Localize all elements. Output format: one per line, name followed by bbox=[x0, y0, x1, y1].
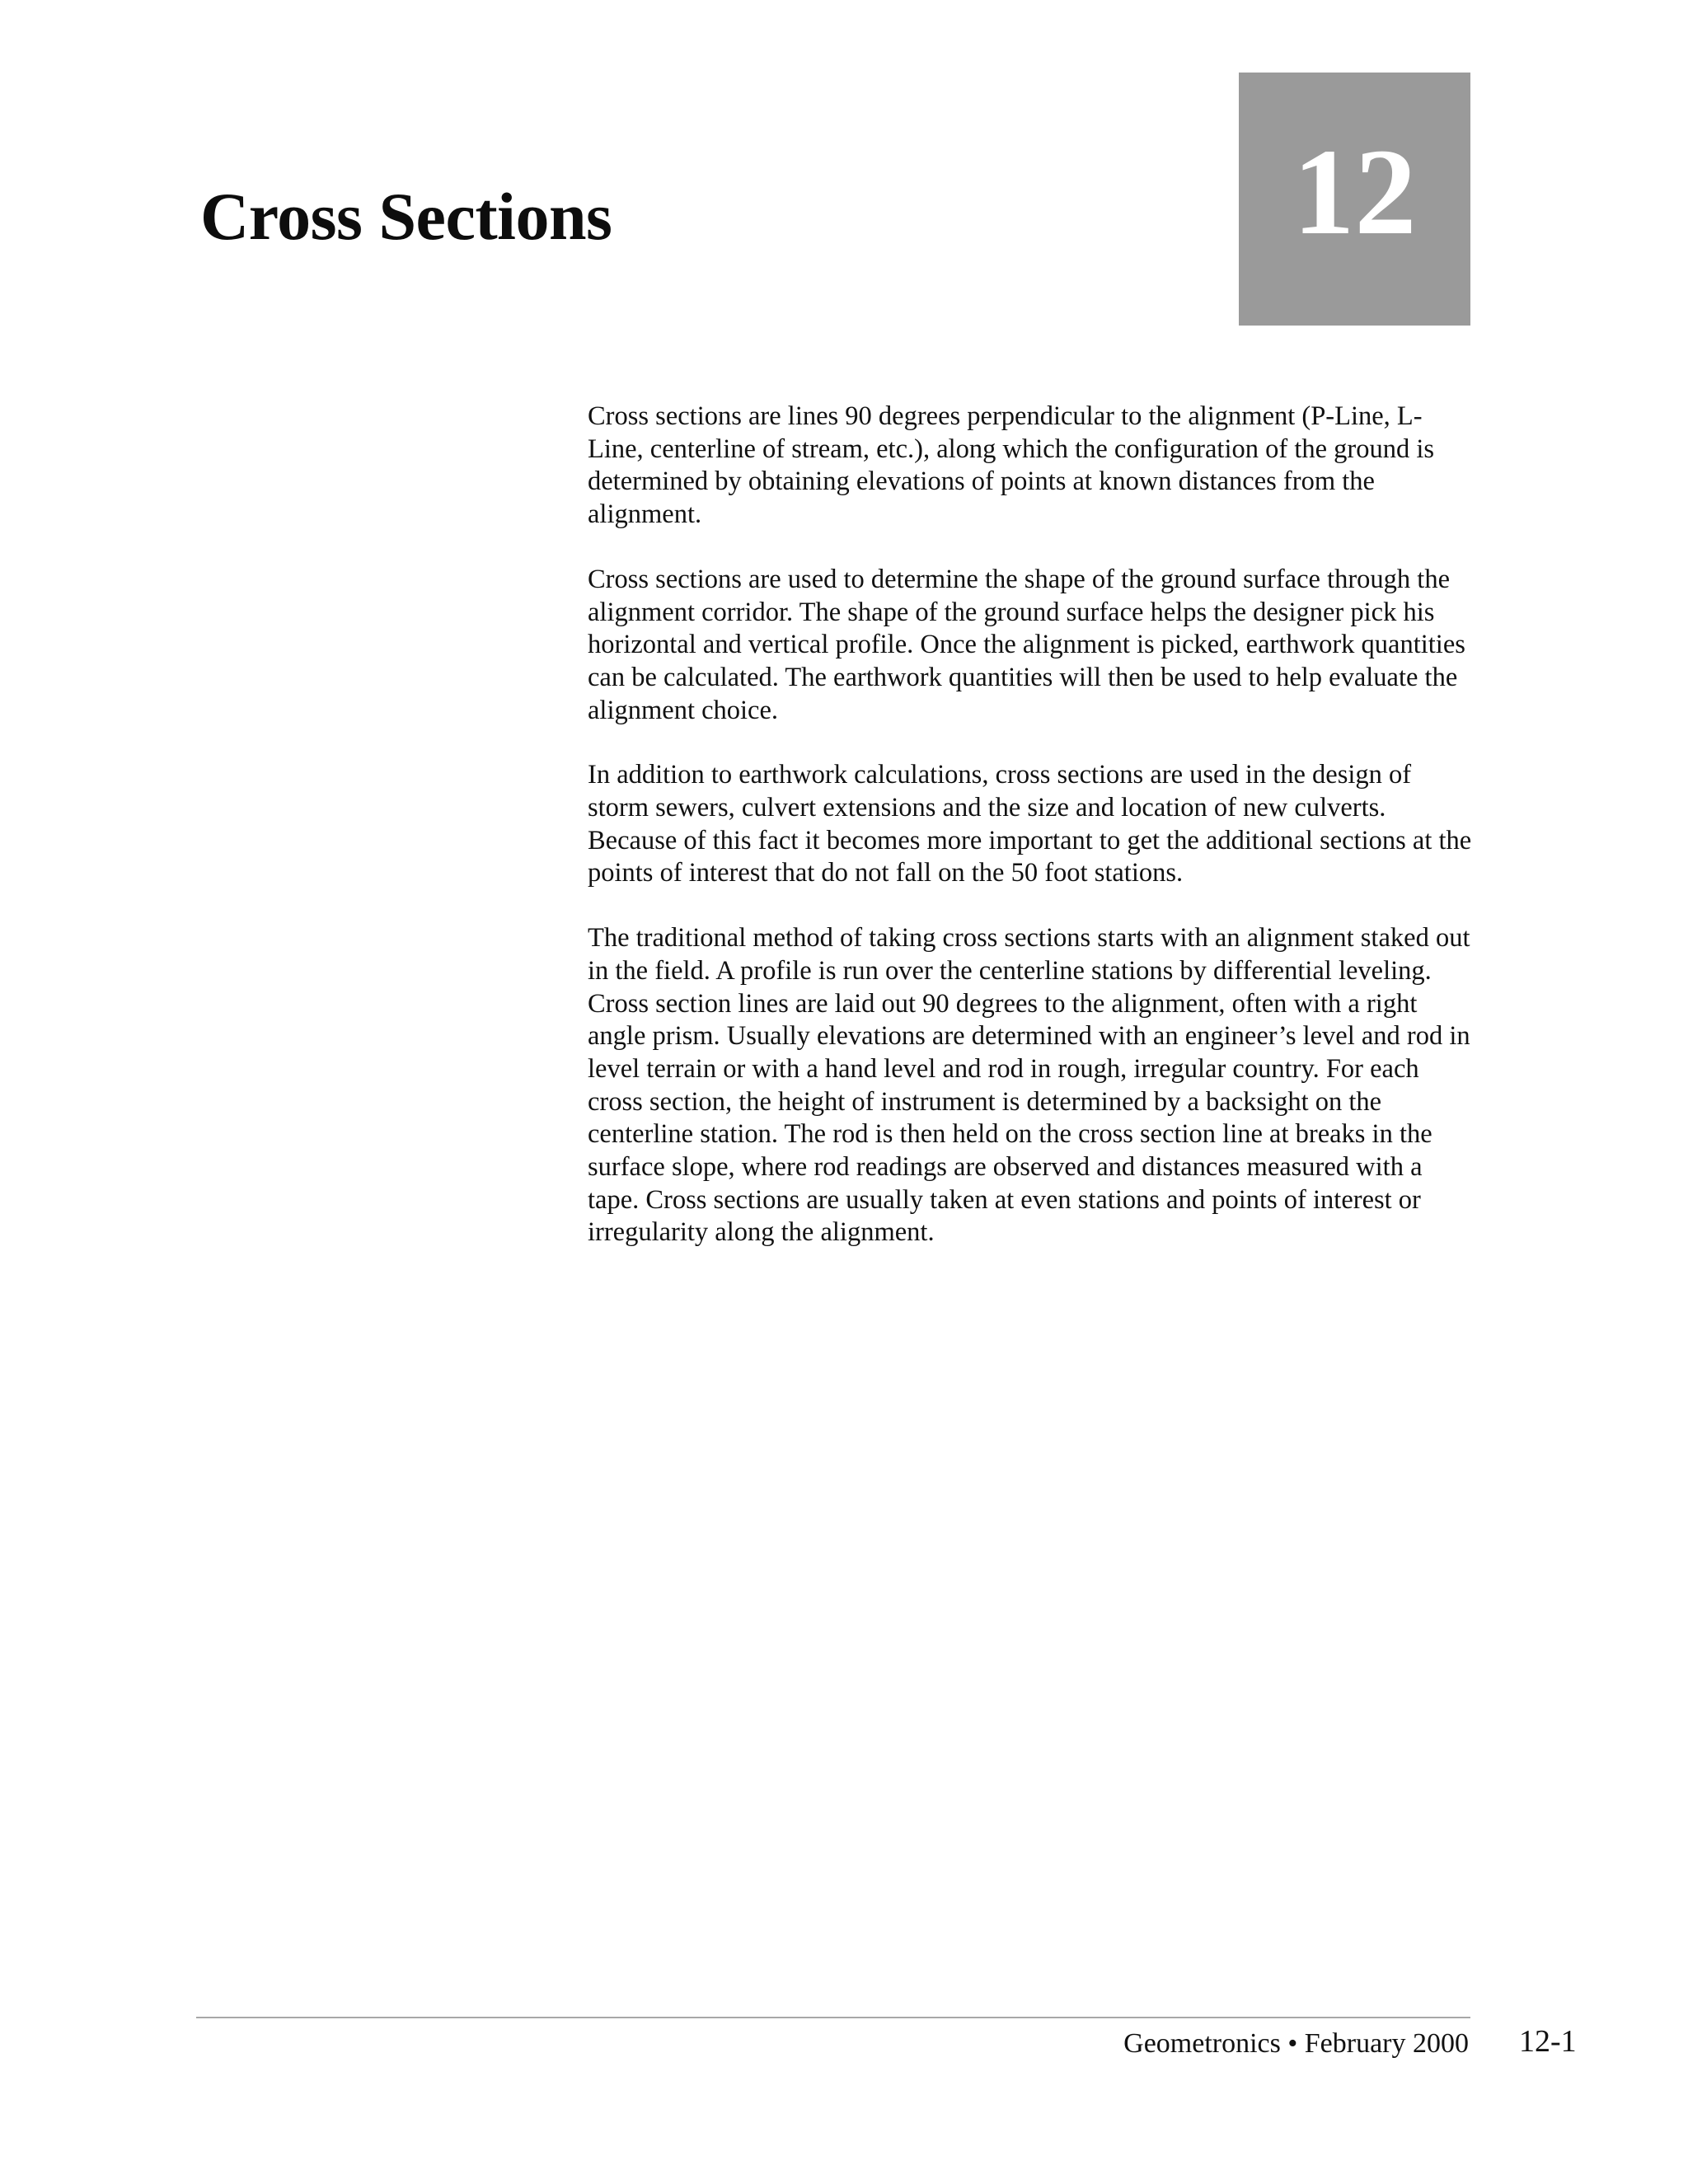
paragraph-1: Cross sections are lines 90 degrees perpendicular to the alignment (P-Line, L-Line, centerline of stream, etc.), along which the configuration of the ground is determined by obtaining elevations of points at known distances from the alignment. bbox=[588, 401, 1435, 530]
chapter-title: Cross Sections bbox=[200, 179, 612, 254]
body-text bbox=[588, 401, 1478, 1282]
paragraph-3: In addition to earthwork calculations, cross sections are used in the design of storm sewers, culvert extensions and the size and location of new culverts. Because of this fact it becomes more important to get the additional sections at the points of interest that do not fall on the 50 foot stations. bbox=[588, 760, 1472, 888]
paragraph-2: Cross sections are used to determine the shape of the ground surface through the alignment corridor. The shape of the ground surface helps the designer pick his horizontal and vertical profile. Once the alignment is picked, earthwork quantities can be calculated. The earthwork quantities will then be used to help evaluate the alignment choice. bbox=[588, 564, 1465, 725]
footer-publication: Geometronics • February 2000 bbox=[1123, 2028, 1469, 2059]
footer-divider bbox=[196, 2017, 1470, 2018]
paragraph-4: The traditional method of taking cross sections starts with an alignment staked out in the field. A profile is run over the centerline stations by differential leveling. Cross section lines are laid out 90 degrees to the alignment, often with a right angle prism. Usually elevations are determined with an engineer’s level and rod in level terrain or with a hand level and rod in rough, irregular country. For each cross section, the height of instrument is determined by a backsight on the centerline station. The rod is then held on the cross section line at breaks in the surface slope, where rod readings are observed and distances measured with a tape. Cross sections are usually taken at even stations and points of interest or irregularity along the alignment. bbox=[588, 923, 1470, 1248]
chapter-number-box bbox=[1239, 73, 1470, 326]
chapter-number: 12 bbox=[1292, 124, 1417, 260]
page-number: 12-1 bbox=[1519, 2024, 1577, 2059]
